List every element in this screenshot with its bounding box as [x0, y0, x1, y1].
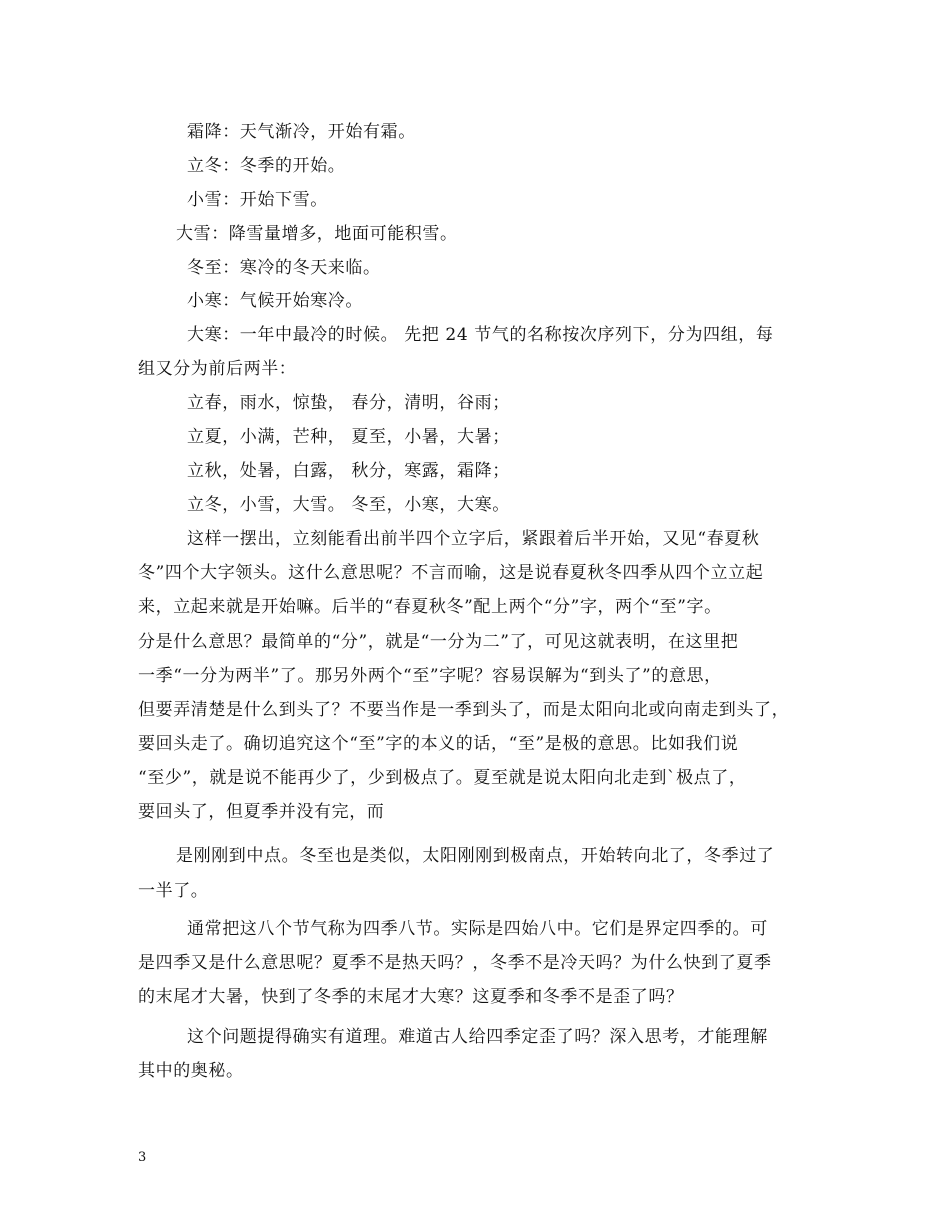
page-number: 3	[138, 1150, 147, 1165]
line-20: “至少”，就是说不能再少了，少到极点了。夏至就是说太阳向北走到`极点了，	[138, 768, 747, 788]
line-24: 通常把这八个节气称为四季八节。实际是四始八中。它们是界定四季的。可	[187, 919, 768, 939]
line-4: 大雪：降雪量增多，地面可能积雪。	[176, 224, 458, 244]
line-16: 分是什么意思？最简单的“分”，就是“一分为二”了，可见这就表明，在这里把	[138, 632, 739, 652]
line-2: 立冬：冬季的开始。	[187, 156, 346, 176]
line-22: 是刚刚到中点。冬至也是类似，太阳刚刚到极南点，开始转向北了，冬季过了	[176, 846, 775, 866]
line-6: 小寒：气候开始寒冷。	[187, 291, 363, 311]
line-18: 但要弄清楚是什么到头了？不要当作是一季到头了，而是太阳向北或向南走到头了，	[138, 700, 790, 720]
line-14: 冬”四个大字领头。这什么意思呢？不言而喻，这是说春夏秋冬四季从四个立立起	[138, 563, 764, 583]
line-28: 其中的奥秘。	[138, 1061, 244, 1081]
line-11: 立秋，处暑，白露， 秋分，寒露，霜降；	[187, 461, 510, 481]
line-27: 这个问题提得确实有道理。难道古人给四季定歪了吗？深入思考，才能理解	[187, 1027, 768, 1047]
line-7: 大寒：一年中最冷的时候。 先把 24 节气的名称按次序列下，分为四组，每	[187, 325, 774, 345]
line-21: 要回头了，但夏季并没有完，而	[138, 802, 385, 822]
line-3: 小雪：开始下雪。	[187, 190, 328, 210]
line-5: 冬至：寒冷的冬天来临。	[187, 258, 381, 278]
line-23: 一半了。	[138, 881, 209, 901]
line-8: 组又分为前后两半：	[138, 359, 297, 379]
line-19: 要回头走了。确切追究这个“至”字的本义的话，“至”是极的意思。比如我们说	[138, 734, 739, 754]
line-10: 立夏，小满，芒种， 夏至，小暑，大暑；	[187, 427, 510, 447]
line-15: 来，立起来就是开始嘛。后半的“春夏秋冬”配上两个“分”字，两个“至”字。	[138, 597, 722, 617]
line-17: 一季“一分为两半”了。那另外两个“至”字呢？容易误解为“到头了”的意思，	[138, 666, 722, 686]
line-26: 的末尾才大暑，快到了冬季的末尾才大寒？这夏季和冬季不是歪了吗？	[138, 987, 684, 1007]
line-25: 是四季又是什么意思呢？夏季不是热天吗？，冬季不是冷天吗？为什么快到了夏季	[138, 953, 772, 973]
line-1: 霜降：天气渐冷，开始有霜。	[187, 122, 416, 142]
line-13: 这样一摆出，立刻能看出前半四个立字后，紧跟着后半开始，又见“春夏秋	[187, 529, 760, 549]
line-9: 立春，雨水，惊蛰， 春分，清明，谷雨；	[187, 393, 510, 413]
line-12: 立冬，小雪，大雪。 冬至，小寒，大寒。	[187, 495, 510, 515]
